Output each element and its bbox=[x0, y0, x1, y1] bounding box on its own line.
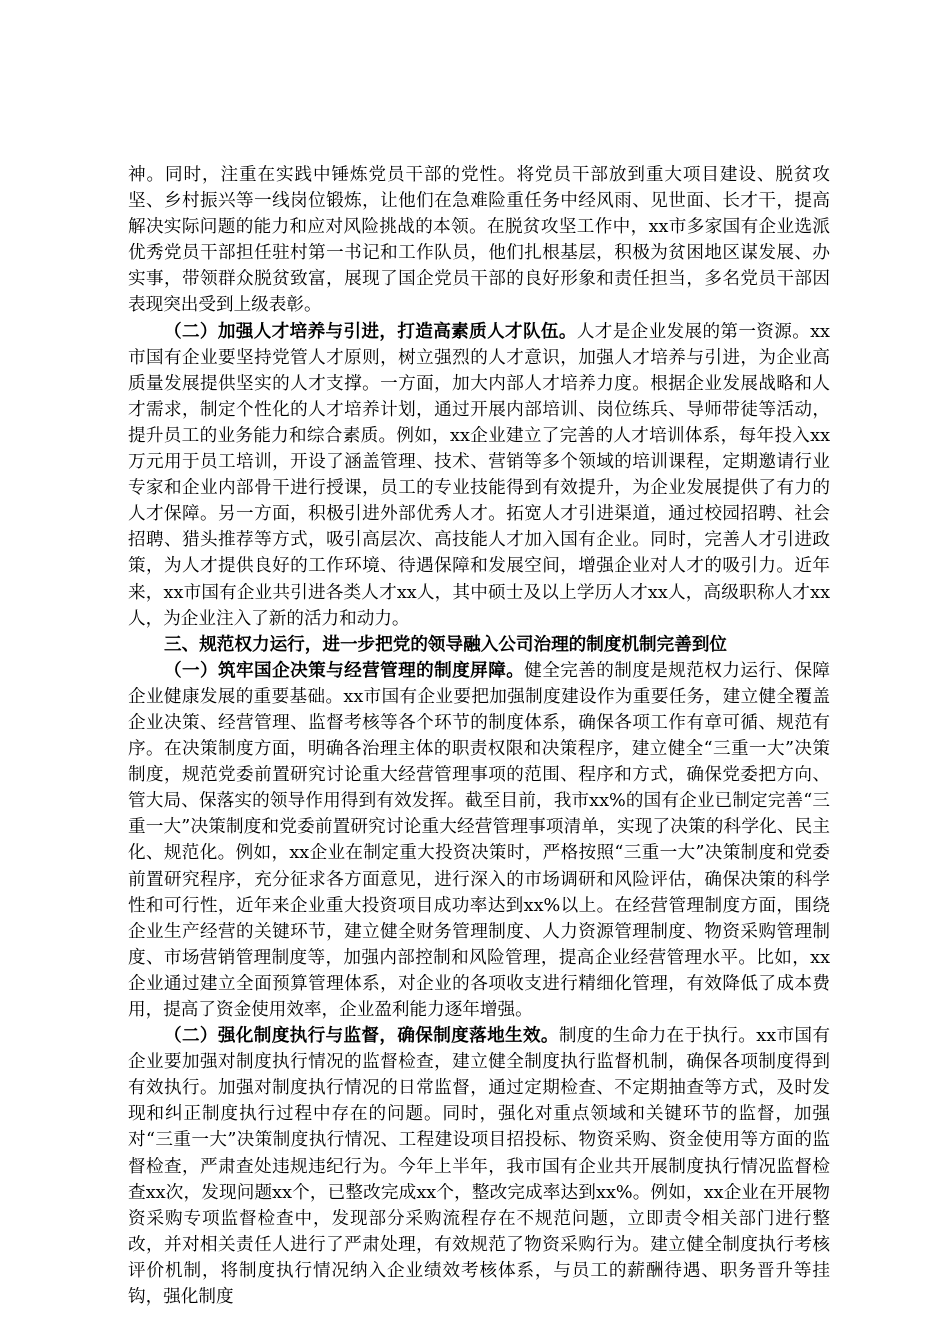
paragraph-system-execution bbox=[128, 1023, 830, 1310]
paragraph-text: 制度的生命力在于执行。xx市国有企业要加强对制度执行情况的监督检查，建立健全制度执行监督机制，确保各项制度得到有效执行。加强对制度执行情况的日常监督，通过定期检查、不定期抽查等方式，及时发现和纠正制度执行过程中存在的问题。同时，强化对重点领域和关键环节的监督，加强对“三重一大”决策制度执行情况、工程建设项目招投标、物资采购、资金使用等方面的监督检查，严肃查处违规违纪行为。今年上半年，我市国有企业共开展制度执行情况监督检查xx次，发现问题xx个，已整改完成xx个，整改完成率达到xx%。例如，xx企业在开展物资采购专项监督检查中，发现部分采购流程存在不规范问题，立即责令相关部门进行整改，并对相关责任人进行了严肃处理，有效规范了物资采购行为。建立健全制度执行考核评价机制，将制度执行情况纳入企业绩效考核体系，与员工的薪酬待遇、职务晋升等挂钩，强化制度 bbox=[128, 1026, 830, 1308]
paragraph-lead-heading: （二）强化制度执行与监督，确保制度落地生效。 bbox=[164, 1025, 559, 1047]
paragraph-text: 神。同时，注重在实践中锤炼党员干部的党性。将党员干部放到重大项目建设、脱贫攻坚、乡村振兴等一线岗位锻炼，让他们在急难险重任务中经风雨、见世面、长才干，提高解决实际问题的能力和应对风险挑战的本领。在脱贫攻坚工作中，xx市多家国有企业选派优秀党员干部担任驻村第一书记和工作队员，他们扎根基层，积极为贫困地区谋发展、办实事，带领群众脱贫致富，展现了国企党员干部的良好形象和责任担当，多名党员干部因表现突出受到上级表彰。 bbox=[128, 165, 830, 316]
document-body bbox=[128, 162, 830, 1310]
paragraph-party-cadre-training bbox=[128, 162, 830, 319]
paragraph-lead-heading: （一）筑牢国企决策与经营管理的制度屏障。 bbox=[164, 659, 525, 681]
section-heading-text: 三、规范权力运行，进一步把党的领导融入公司治理的制度机制完善到位 bbox=[164, 633, 728, 655]
paragraph-text: 健全完善的制度是规范权力运行、保障企业健康发展的重要基础。xx市国有企业要把加强制度建设作为重要任务，建立健全覆盖企业决策、经营管理、监督考核等各个环节的制度体系，确保各项工作有章可循、规范有序。在决策制度方面，明确各治理主体的职责权限和决策程序，建立健全“三重一大”决策制度，规范党委前置研究讨论重大经营管理事项的范围、程序和方式，确保党委把方向、管大局、保落实的领导作用得到有效发挥。截至目前，我市xx%的国有企业已制定完善“三重一大”决策制度和党委前置研究讨论重大经营管理事项清单，实现了决策的科学化、民主化、规范化。例如，xx企业在制定重大投资决策时，严格按照“三重一大”决策制度和党委前置研究程序，充分征求各方面意见，进行深入的市场调研和风险评估，确保决策的科学性和可行性，近年来企业重大投资项目成功率达到xx%以上。在经营管理制度方面，围绕企业生产经营的关键环节，建立健全财务管理制度、人力资源管理制度、物资采购管理制度、市场营销管理制度等，加强内部控制和风险管理，提高企业经营管理水平。比如，xx企业通过建立全面预算管理体系，对企业的各项收支进行精细化管理，有效降低了成本费用，提高了资金使用效率，企业盈利能力逐年增强。 bbox=[128, 660, 830, 1020]
paragraph-text: 人才是企业发展的第一资源。xx市国有企业要坚持党管人才原则，树立强烈的人才意识，加强人才培养与引进，为企业高质量发展提供坚实的人才支撑。一方面，加大内部人才培养力度。根据企业发展战略和人才需求，制定个性化的人才培养计划，通过开展内部培训、岗位练兵、导师带徒等活动，提升员工的业务能力和综合素质。例如，xx企业建立了完善的人才培训体系，每年投入xx万元用于员工培训，开设了涵盖管理、技术、营销等多个领域的培训课程，定期邀请行业专家和企业内部骨干进行授课，员工的专业技能得到有效提升，为企业发展提供了有力的人才保障。另一方面，积极引进外部优秀人才。拓宽人才引进渠道，通过校园招聘、社会招聘、猎头推荐等方式，吸引高层次、高技能人才加入国有企业。同时，完善人才引进政策，为人才提供良好的工作环境、待遇保障和发展空间，增强企业对人才的吸引力。近年来，xx市国有企业共引进各类人才xx人，其中硕士及以上学历人才xx人，高级职称人才xx人，为企业注入了新的活力和动力。 bbox=[128, 321, 830, 629]
paragraph-talent-cultivation bbox=[128, 319, 830, 632]
section-heading-three bbox=[128, 632, 830, 658]
paragraph-lead-heading: （二）加强人才培养与引进，打造高素质人才队伍。 bbox=[164, 320, 577, 342]
paragraph-decision-system bbox=[128, 658, 830, 1023]
